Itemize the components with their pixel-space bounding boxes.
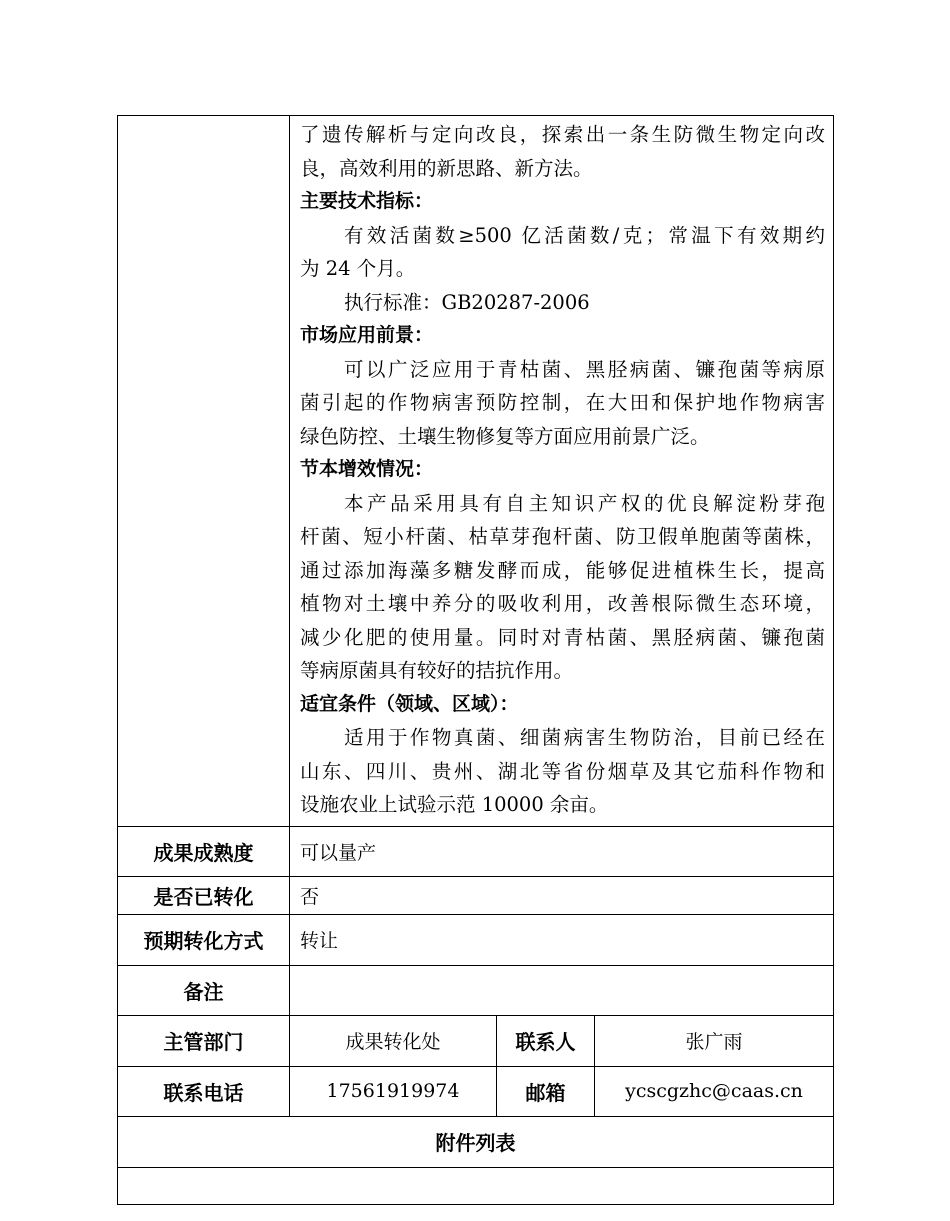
savings-line: 减少化肥的使用量。同时对青枯菌、黑胫病菌、镰孢菌 [300, 625, 826, 649]
attachments-list [118, 1167, 834, 1204]
intro-line: 良，高效利用的新思路、新方法。 [300, 156, 593, 180]
description-label-cell [118, 116, 290, 827]
maturity-label: 成果成熟度 [118, 826, 290, 876]
remarks-label: 备注 [118, 965, 290, 1015]
contact-value: 张广雨 [595, 1015, 834, 1066]
conditions-line: 山东、四川、贵州、湖北等省份烟草及其它茄科作物和 [300, 759, 826, 783]
description-row [118, 116, 834, 827]
savings-line: 杆菌、短小杆菌、枯草芽孢杆菌、防卫假单胞菌等菌株， [300, 525, 826, 548]
phone-row [118, 1066, 834, 1116]
savings-line: 等病原菌具有较好的拮抗作用。 [300, 659, 574, 682]
attachments-header-row [118, 1116, 834, 1167]
savings-line: 通过添加海藻多糖发酵而成，能够促进植株生长，提高 [300, 558, 826, 582]
transformed-label: 是否已转化 [118, 876, 290, 914]
maturity-row [118, 826, 834, 876]
description-content [290, 116, 834, 827]
attachments-list-row [118, 1167, 834, 1204]
attachments-label: 附件列表 [118, 1116, 834, 1167]
info-table [117, 115, 834, 1205]
market-line: 绿色防控、土壤生物修复等方面应用前景广泛。 [300, 424, 710, 448]
market-line: 菌引起的作物病害预防控制，在大田和保护地作物病害 [300, 391, 826, 414]
transformed-value: 否 [290, 876, 834, 914]
savings-heading: 节本增效情况： [300, 458, 434, 480]
tech-line: 为 24 个月。 [300, 257, 416, 280]
transfer-mode-value: 转让 [290, 914, 834, 965]
email-value: ycscgzhc@caas.cn [595, 1066, 834, 1116]
tech-line: 有效活菌数≥500 亿活菌数/克；常温下有效期约 [344, 223, 826, 247]
department-label: 主管部门 [118, 1015, 290, 1066]
intro-line: 了遗传解析与定向改良，探索出一条生防微生物定向改 [300, 123, 826, 146]
transformed-row [118, 876, 834, 914]
department-row [118, 1015, 834, 1066]
department-value: 成果转化处 [290, 1015, 497, 1066]
remarks-row [118, 965, 834, 1015]
tech-heading: 主要技术指标： [300, 190, 434, 212]
standard-line: 执行标准：GB20287-2006 [344, 290, 590, 314]
transfer-mode-label: 预期转化方式 [118, 914, 290, 965]
conditions-heading: 适宜条件（领域、区域）： [300, 692, 519, 715]
savings-line: 本产品采用具有自主知识产权的优良解淀粉芽孢 [344, 491, 826, 515]
contact-label: 联系人 [497, 1015, 595, 1066]
maturity-value: 可以量产 [290, 826, 834, 876]
phone-value: 17561919974 [290, 1066, 497, 1116]
conditions-line: 适用于作物真菌、细菌病害生物防治，目前已经在 [344, 726, 826, 749]
remarks-value [290, 965, 834, 1015]
market-line: 可以广泛应用于青枯菌、黑胫病菌、镰孢菌等病原 [344, 357, 826, 381]
phone-label: 联系电话 [118, 1066, 290, 1116]
email-label: 邮箱 [497, 1066, 595, 1116]
market-heading: 市场应用前景： [300, 324, 434, 346]
conditions-line: 设施农业上试验示范 10000 余亩。 [300, 793, 609, 816]
savings-line: 植物对土壤中养分的吸收利用，改善根际微生态环境， [300, 592, 826, 615]
transfer-mode-row [118, 914, 834, 965]
